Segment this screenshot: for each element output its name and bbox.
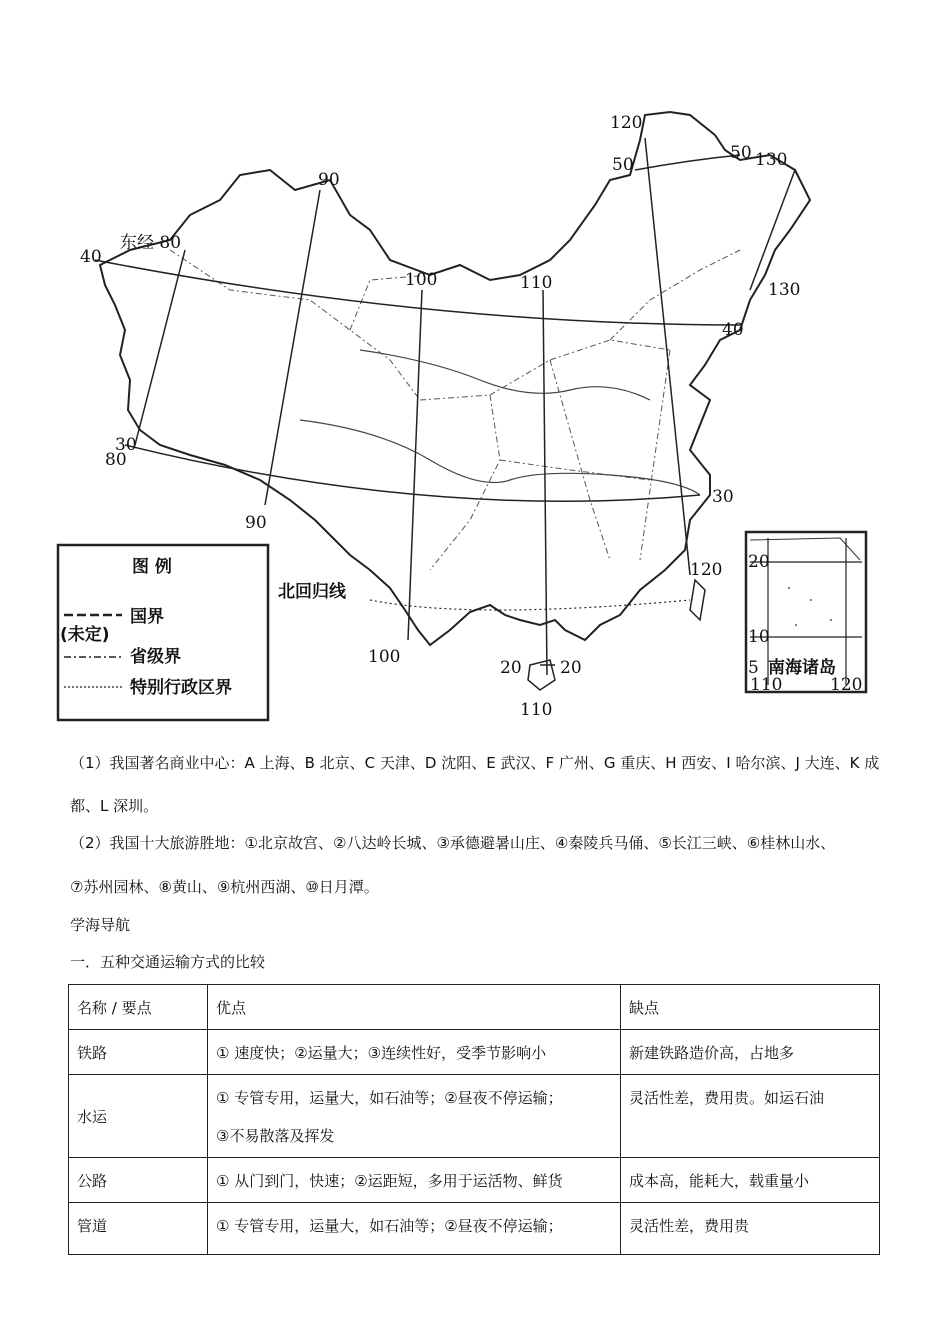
row-cons: 新建铁路造价高，占地多 <box>621 1030 880 1075</box>
china-map-figure <box>50 100 880 725</box>
inset-lat-20: 20 <box>748 552 770 572</box>
label-lon-100-top: 100 <box>405 270 438 290</box>
header-pros: 优点 <box>208 985 621 1030</box>
table-header-row <box>69 985 880 1030</box>
table-row <box>69 1203 880 1255</box>
paragraph-2-line-1: （2）我国十大旅游胜地：①北京故宫、②八达岭长城、③承德避暑山庄、④秦陵兵马俑、⑤长江三峡、⑥桂林山水、 <box>70 834 836 852</box>
row-pros: ① 从门到门，快速；②运距短，多用于运活物、鲜货 <box>208 1158 621 1203</box>
paragraph-2-line-2: ⑦苏州园林、⑧黄山、⑨杭州西湖、⑩日月潭。 <box>70 878 379 896</box>
label-lon-90-bottom: 90 <box>245 513 267 533</box>
legend-provincial-border: 省级界 <box>130 647 181 667</box>
label-lon-110-bottom: 110 <box>520 700 553 720</box>
inset-lat-5: 5 <box>748 658 759 678</box>
subsection-title: 一．五种交通运输方式的比较 <box>70 953 266 971</box>
label-lon-120-right: 120 <box>690 560 723 580</box>
label-lon-130-right: 130 <box>768 280 801 300</box>
paragraph-1-line-2: 都、L 深圳。 <box>70 797 159 815</box>
legend-title: 图 例 <box>132 557 172 577</box>
row-pros: ① 专管专用，运量大，如石油等；②昼夜不停运输； <box>208 1203 621 1255</box>
row-pros-line: ③不易散落及挥发 <box>216 1127 335 1145</box>
row-name: 铁路 <box>69 1030 208 1075</box>
label-lat-50-right: 50 <box>730 143 752 163</box>
label-lat-30-right: 30 <box>712 487 734 507</box>
label-lat-30-left: 30 <box>115 435 137 455</box>
label-lon-110-top: 110 <box>520 273 553 293</box>
row-cons: 成本高，能耗大，载重量小 <box>621 1158 880 1203</box>
south-china-sea-inset <box>746 532 866 695</box>
label-lat-50-left: 50 <box>612 155 634 175</box>
label-lat-40-left: 40 <box>80 247 102 267</box>
inset-lat-10: 10 <box>748 627 770 647</box>
table-row <box>69 1030 880 1075</box>
label-lon-120-top: 120 <box>610 113 643 133</box>
transport-comparison-table <box>68 984 880 1255</box>
inset-lon-120: 120 <box>830 675 863 695</box>
transport-comparison-table-wrapper <box>68 984 880 1255</box>
row-pros-line: ① 专管专用，运量大，如石油等；②昼夜不停运输； <box>216 1089 563 1107</box>
tropic-of-cancer-label: 北回归线 <box>278 582 346 602</box>
header-cons: 缺点 <box>621 985 880 1030</box>
row-name: 管道 <box>69 1203 208 1255</box>
label-lat-40-right: 40 <box>722 320 744 340</box>
legend-undetermined: (未定) <box>60 625 110 645</box>
row-name: 公路 <box>69 1158 208 1203</box>
table-row <box>69 1075 880 1158</box>
row-cons: 灵活性差，费用贵。如运石油 <box>621 1075 880 1158</box>
map-legend <box>58 545 268 720</box>
label-lon-130-top: 130 <box>755 150 788 170</box>
paragraph-1-line-1: （1）我国著名商业中心：A 上海、B 北京、C 天津、D 沈阳、E 武汉、F 广州、G 重庆、H 西安、I 哈尔滨、J 大连、K 成 <box>70 754 880 772</box>
label-lon-90-top: 90 <box>318 170 340 190</box>
section-title: 学海导航 <box>70 916 131 934</box>
row-name: 水运 <box>69 1075 208 1158</box>
row-pros: ① 速度快；②运量大；③连续性好，受季节影响小 <box>208 1030 621 1075</box>
label-lon-100-bottom: 100 <box>368 647 401 667</box>
label-lon-80-prefixed: 东经 80 <box>120 233 182 253</box>
legend-national-border: 国界 <box>130 607 164 627</box>
inset-title: 南海诸岛 <box>768 658 836 678</box>
label-lat-20-right: 20 <box>560 658 582 678</box>
row-pros <box>208 1075 621 1158</box>
table-row <box>69 1158 880 1203</box>
inset-lon-110: 110 <box>750 675 783 695</box>
legend-sar-border: 特别行政区界 <box>130 678 232 698</box>
label-lat-20-left: 20 <box>500 658 522 678</box>
row-cons: 灵活性差，费用贵 <box>621 1203 880 1255</box>
header-name: 名称 / 要点 <box>69 985 208 1030</box>
label-lon-80-left: 80 <box>105 450 127 470</box>
